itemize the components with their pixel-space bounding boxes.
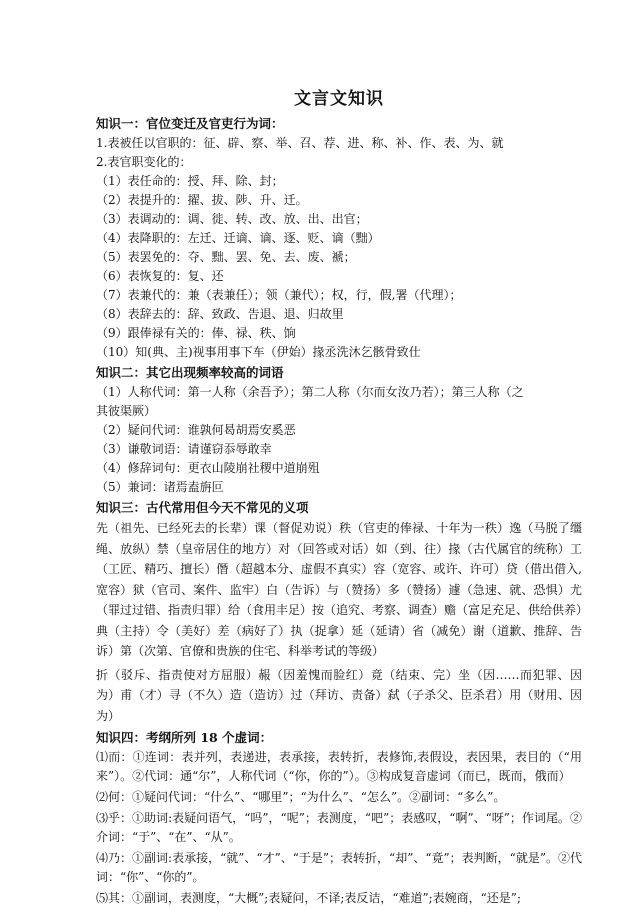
text-paragraph: 先（祖先、已经死去的长辈）课（督促劝说）秩（官吏的俸禄、十年为一秩）逸（马脱了缰绳、放纵）禁（皇帝居住的地方）对（回答或对话）如（到、往）掾（古代属官的统称）工（工匠、精巧、擅长）僭（超越本分、虚假不真实）容（宽容、或许、许可）贷（借出借入,宽容）狱（官司、案件、监牢）白（告诉）与（赞扬）多（赞扬）遽（急速、就、恐惧）尤（罪过过错、指责归罪）给（食用丰足）按（追究、考察、调查）赡（富足充足、供给供养）典（主持）令（美好）差（病好了）执（捉拿）延（延请）省（减免）谢（道歉、推辞、告诉）第（次第、官僚和贵族的住宅、科举考试的等级）: [96, 521, 583, 658]
text-line: （2）表提升的：擢、拔、陟、升、迁。: [96, 193, 308, 207]
text-paragraph: ⑶乎：①助词:表疑问语气，“吗”，“呢”；表测度，“吧”；表感叹，“啊”、“呀”；作词尾。②介词：“于”、“在”、“从”。: [96, 811, 582, 844]
text-line: 其彼渠厥）: [96, 404, 157, 418]
text-paragraph: ⑵何：①疑问代词：“什么”、“哪里”；“为什么”、“怎么”。②副词：“多么”。: [96, 790, 506, 804]
text-line: （1）人称代词：第一人称（余吾予）；第二人称（尔而女汝乃若）；第三人称（之: [96, 385, 524, 399]
section-heading: 知识三：古代常用但今天不常见的义项: [96, 500, 309, 515]
section-official-posts: [96, 115, 582, 362]
text-paragraph: ⑷乃：①副词:表承接，“就”、“才”、“于是”；表转折，“却”、“竟”；表判断，“就是”。②代词：“你”、“你的”。: [96, 851, 582, 884]
text-line: 1.表被任以官职的：征、辟、察、举、召、荐、进、称、补、作、表、为、就: [96, 136, 504, 150]
text-paragraph: ⑴而：①连词：表并列，表递进，表承接，表转折，表修饰,表假设，表因果，表目的（“用来”）。②代词：通“尔”，人称代词（“你，你的”）。③构成复音虚词（而已，既而，俄而）: [96, 750, 582, 783]
section-frequent-words: [96, 364, 582, 497]
text-line: （10）知(典、主)视事用事下车（伊始）掾丞洗沐乞骸骨致仕: [96, 345, 421, 359]
text-line: （5）兼词：诸焉盍旃叵: [96, 480, 224, 494]
text-line: （9）跟俸禄有关的：俸、禄、秩、饷: [96, 326, 296, 340]
section-function-words: [96, 729, 582, 908]
section-heading: 知识一：官位变迁及官吏行为词：: [96, 116, 284, 131]
section-ancient-meanings: [96, 499, 582, 726]
text-line: （2）疑问代词：谁孰何曷胡焉安奚恶: [96, 423, 296, 437]
text-paragraph: 折（驳斥、指责使对方屈服）赧（因羞愧而脸红）竟（结束、完）坐（因……而犯罪、因为）甫（才）寻（不久）造（造访）过（拜访、责备）弑（子杀父、臣杀君）用（财用、因为）: [96, 667, 582, 723]
text-line: （4）表降职的：左迁、迁谪、谪、逐、贬、谪（黜）: [96, 231, 380, 245]
text-line: （6）表恢复的：复、还: [96, 269, 224, 283]
text-line: 2.表官职变化的：: [96, 155, 192, 169]
text-line: （4）修辞词句：更衣山陵崩社稷中道崩殂: [96, 461, 320, 475]
text-line: （3）表调动的：调、徙、转、改、放、出、出官；: [96, 212, 368, 226]
text-line: （7）表兼代的：兼（表兼任）；领（兼代）；权，行，假,署（代理）；: [96, 288, 462, 302]
document-title: 文言文知识: [294, 89, 384, 109]
text-line: （1）表任命的：授、拜、除、封；: [96, 174, 284, 188]
text-line: （3）谦敬词语：请谨窃忝辱敢幸: [96, 442, 272, 456]
section-heading: 知识二：其它出现频率较高的词语: [96, 365, 284, 380]
section-heading: 知识四：考纲所列 18 个虚词：: [96, 730, 273, 745]
text-paragraph: ⑸其：①副词，表测度，“大概”;表疑问，不译;表反诘，“难道”;表婉商，“还是”;: [96, 891, 521, 905]
text-line: （8）表辞去的：辞、致政、告退、退、归故里: [96, 307, 344, 321]
text-line: （5）表罢免的：夺、黜、罢、免、去、废、褫；: [96, 250, 356, 264]
